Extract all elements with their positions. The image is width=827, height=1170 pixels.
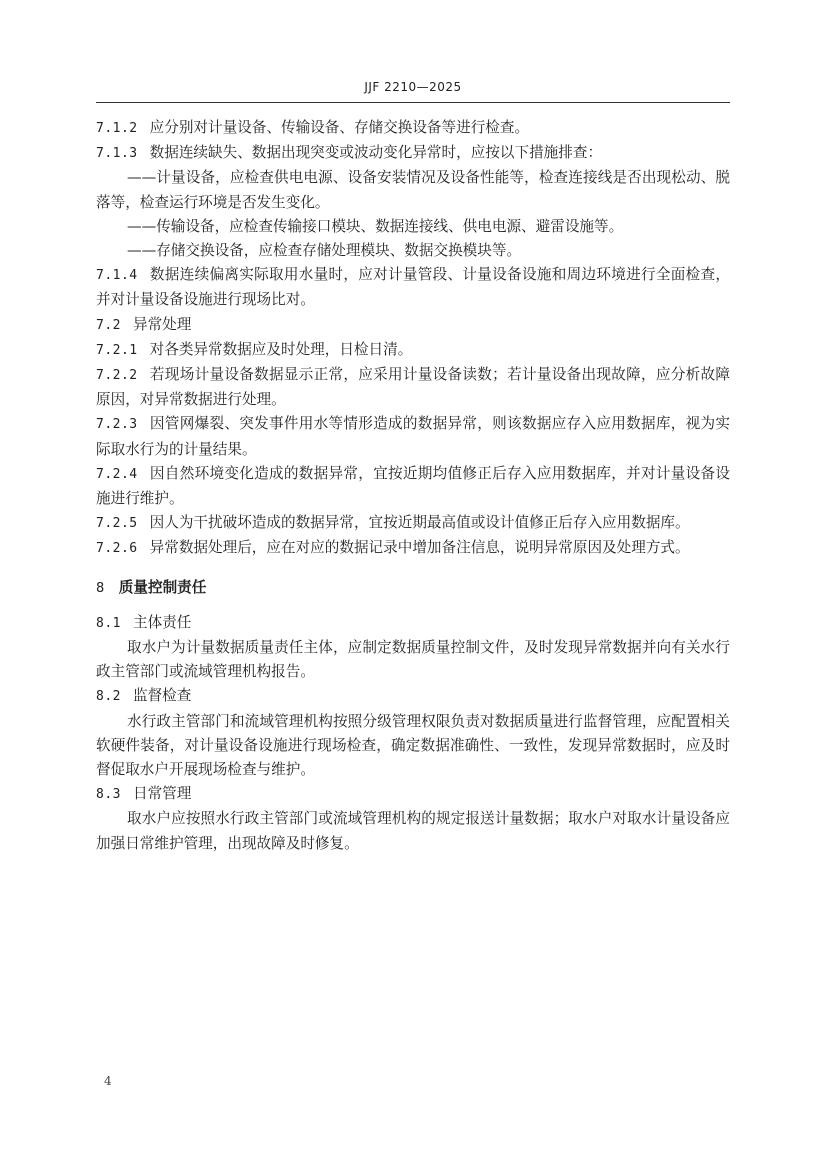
section-8-heading xyxy=(96,576,730,601)
clause-number: 7.2.5 xyxy=(96,516,138,532)
clause-text: 数据连续偏离实际取用水量时，应对计量管段、计量设备设施和周边环境进行全面检查，并对计量设备设施进行现场比对。 xyxy=(96,266,730,309)
clause-text: 异常处理 xyxy=(132,315,192,333)
clause-number: 7.1.3 xyxy=(96,146,138,162)
clause-7-1-3 xyxy=(96,141,730,166)
clause-text: 对各类异常数据应及时处理，日检日清。 xyxy=(149,340,413,358)
clause-title: 主体责任 xyxy=(132,613,192,631)
clause-number: 7.2 xyxy=(96,317,121,333)
running-header: JJF 2210—2025 xyxy=(364,80,462,94)
dash-item-storage: ——存储交换设备，应检查存储处理模块、数据交换模块等。 xyxy=(127,242,522,260)
clause-text: 因人为干扰破坏造成的数据异常，宜按近期最高值或设计值修正后存入应用数据库。 xyxy=(149,514,690,532)
clause-number: 8.1 xyxy=(96,615,121,631)
clause-text: 异常数据处理后，应在对应的数据记录中增加备注信息，说明异常原因及处理方式。 xyxy=(149,539,690,557)
clause-text: 数据连续缺失、数据出现突变或波动变化异常时，应按以下措施排查： xyxy=(149,144,603,162)
header-rule xyxy=(96,102,730,103)
clause-text: 因管网爆裂、突发事件用水等情形造成的数据异常，则该数据应存入应用数据库，视为实际取水行为的计量结果。 xyxy=(96,415,730,458)
clause-7-1-2 xyxy=(96,116,730,141)
dash-item-transmission: ——传输设备，应检查传输接口模块、数据连接线、供电电源、避雷设施等。 xyxy=(127,217,624,235)
clause-7-1-4 xyxy=(96,263,730,312)
clause-number: 7.2.2 xyxy=(96,368,138,384)
clause-title: 日常管理 xyxy=(132,785,192,803)
clause-number: 8.3 xyxy=(96,787,121,803)
clause-number: 7.2.4 xyxy=(96,466,138,482)
clause-number: 7.1.4 xyxy=(96,268,138,284)
clause-title: 监督检查 xyxy=(132,687,192,705)
clause-8-3-body: 取水户应按照水行政主管部门或流域管理机构的规定报送计量数据；取水户对取水计量设备应加强日常维护管理，出现故障及时修复。 xyxy=(96,810,730,852)
clause-text: 若现场计量设备数据显示正常，应采用计量设备读数；若计量设备出现故障，应分析故障原因，对异常数据进行处理。 xyxy=(96,366,730,409)
clause-7-2 xyxy=(96,313,730,338)
clause-7-2-5 xyxy=(96,511,730,536)
clause-8-1 xyxy=(96,611,730,636)
clause-number: 7.2.3 xyxy=(96,417,138,433)
clause-number: 7.1.2 xyxy=(96,121,138,136)
clause-8-1-body: 取水户为计量数据质量责任主体，应制定数据质量控制文件，及时发现异常数据并向有关水行政主管部门或流域管理机构报告。 xyxy=(96,639,730,681)
clause-7-2-3 xyxy=(96,412,730,461)
page-body xyxy=(96,116,730,856)
clause-8-3 xyxy=(96,782,730,807)
section-number: 8 xyxy=(96,580,105,596)
clause-7-2-4 xyxy=(96,462,730,511)
clause-number: 8.2 xyxy=(96,689,121,705)
clause-8-2-body: 水行政主管部门和流域管理机构按照分级管理权限负责对数据质量进行监督管理，应配置相关软硬件装备，对计量设备设施进行现场检查，确定数据准确性、一致性，发现异常数据时，应及时督促取水户开展现场检查与维护。 xyxy=(96,712,730,779)
clause-7-2-2 xyxy=(96,363,730,412)
clause-8-2 xyxy=(96,684,730,709)
page-number: 4 xyxy=(104,1074,112,1088)
clause-7-2-6 xyxy=(96,536,730,561)
clause-7-2-1 xyxy=(96,338,730,363)
clause-number: 7.2.6 xyxy=(96,541,138,557)
clause-text: 因自然环境变化造成的数据异常，宜按近期均值修正后存入应用数据库，并对计量设备设施进行维护。 xyxy=(96,464,730,508)
section-title: 质量控制责任 xyxy=(118,578,207,596)
dash-item-metering: ——计量设备，应检查供电电源、设备安装情况及设备性能等，检查连接线是否出现松动、脱落等，检查运行环境是否发生变化。 xyxy=(96,169,730,211)
clause-text: 应分别对计量设备、传输设备、存储交换设备等进行检查。 xyxy=(149,119,530,136)
clause-number: 7.2.1 xyxy=(96,342,138,358)
